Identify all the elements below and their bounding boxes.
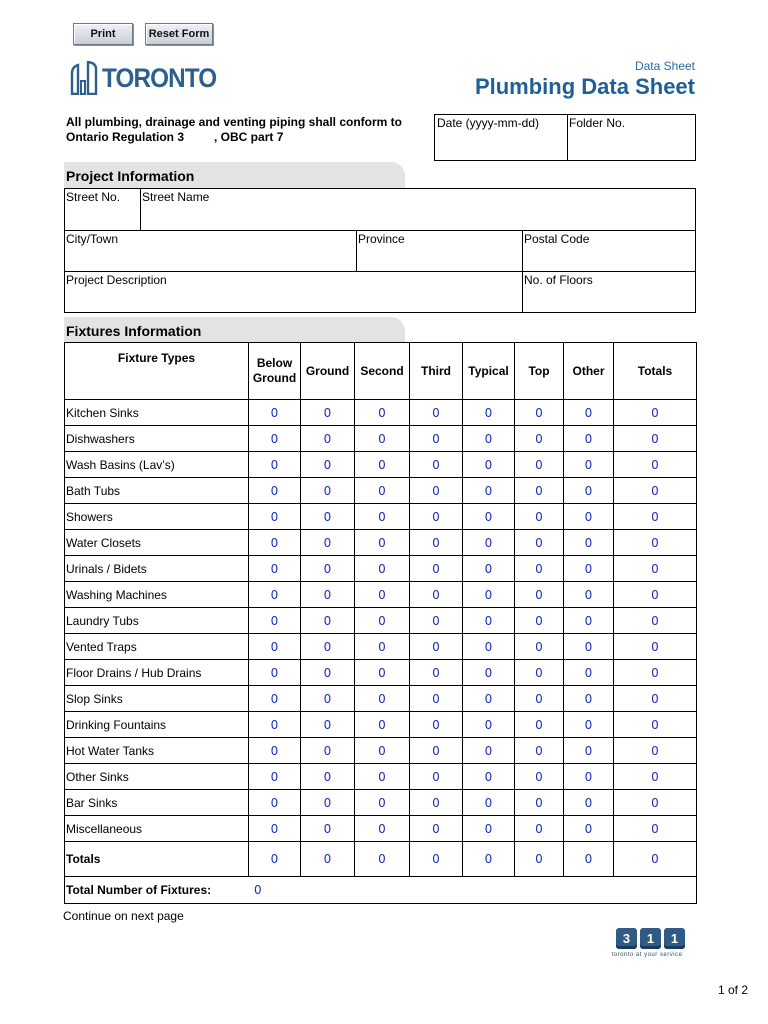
badge-digit: 1 — [640, 928, 661, 949]
fixture-count-field[interactable]: 0 — [355, 452, 410, 478]
fixture-count-field[interactable]: 0 — [515, 764, 564, 790]
fixture-total-cell: 0 — [614, 790, 697, 816]
fixture-count-field[interactable]: 0 — [515, 504, 564, 530]
fixture-count-field[interactable]: 0 — [301, 426, 355, 452]
total-cell: 0 — [463, 842, 515, 877]
fixture-total-cell: 0 — [614, 608, 697, 634]
postal-code-field[interactable] — [524, 232, 589, 246]
fixture-count-field[interactable]: 0 — [249, 608, 301, 634]
total-cell: 0 — [355, 842, 410, 877]
fixture-count-field[interactable]: 0 — [355, 504, 410, 530]
total-cell: 0 — [564, 842, 614, 877]
column-header: Third — [410, 343, 463, 400]
fixture-count-field[interactable]: 0 — [515, 712, 564, 738]
fixture-count-field[interactable]: 0 — [355, 608, 410, 634]
fixture-count-field[interactable]: 0 — [355, 478, 410, 504]
fixture-row — [65, 790, 697, 816]
logo-wordmark: TORONTO — [102, 62, 217, 93]
fixture-count-field[interactable]: 0 — [515, 582, 564, 608]
fixture-row — [65, 582, 697, 608]
fixture-type-label: Slop Sinks — [65, 686, 249, 712]
project-row-description — [64, 271, 696, 313]
grand-total-value: 0 — [254, 883, 262, 897]
column-header: Below Ground — [249, 343, 301, 400]
fixture-count-field[interactable]: 0 — [515, 426, 564, 452]
fixture-count-field[interactable]: 0 — [515, 478, 564, 504]
fixture-total-cell: 0 — [614, 530, 697, 556]
column-header: Top — [515, 343, 564, 400]
fixture-count-field[interactable]: 0 — [355, 712, 410, 738]
continue-note: Continue on next page — [63, 909, 184, 923]
fixture-count-field[interactable]: 0 — [463, 530, 515, 556]
fixture-type-label: Vented Traps — [65, 634, 249, 660]
fixture-count-field[interactable]: 0 — [355, 530, 410, 556]
fixture-count-field[interactable]: 0 — [301, 452, 355, 478]
fixture-count-field[interactable]: 0 — [410, 738, 463, 764]
fixture-total-cell: 0 — [614, 816, 697, 842]
fixture-count-field[interactable]: 0 — [410, 426, 463, 452]
fixture-row — [65, 660, 697, 686]
fixture-count-field[interactable]: 0 — [355, 582, 410, 608]
fixture-count-field[interactable]: 0 — [301, 738, 355, 764]
fixture-row — [65, 556, 697, 582]
fixture-total-cell: 0 — [614, 660, 697, 686]
fixture-count-field[interactable]: 0 — [463, 660, 515, 686]
fixture-count-field[interactable]: 0 — [301, 712, 355, 738]
badge-digit: 3 — [616, 928, 637, 949]
fixture-type-label: Washing Machines — [65, 582, 249, 608]
fixture-row — [65, 712, 697, 738]
fixture-count-field[interactable]: 0 — [564, 816, 614, 842]
toronto-logo — [70, 58, 229, 98]
grand-total-row — [65, 877, 697, 904]
fixture-count-field[interactable]: 0 — [249, 816, 301, 842]
fixture-count-field[interactable]: 0 — [463, 608, 515, 634]
fixture-count-field[interactable]: 0 — [355, 816, 410, 842]
fixture-count-field[interactable]: 0 — [515, 530, 564, 556]
obc-ref: , OBC part 7 — [214, 130, 284, 144]
project-row-city — [64, 230, 696, 272]
fixture-type-label: Kitchen Sinks — [65, 400, 249, 426]
fixture-count-field[interactable]: 0 — [410, 790, 463, 816]
column-header: Ground — [301, 343, 355, 400]
date-field[interactable] — [437, 116, 539, 130]
fixture-count-field[interactable]: 0 — [249, 426, 301, 452]
regulation-line-1: All plumbing, drainage and venting piping shall conform to — [66, 115, 403, 129]
fixture-count-field[interactable]: 0 — [515, 400, 564, 426]
fixture-total-cell: 0 — [614, 556, 697, 582]
fixture-count-field[interactable]: 0 — [515, 790, 564, 816]
fixture-count-field[interactable]: 0 — [410, 660, 463, 686]
fixture-count-field[interactable]: 0 — [564, 634, 614, 660]
fixture-count-field[interactable]: 0 — [355, 764, 410, 790]
fixture-row — [65, 426, 697, 452]
fixture-count-field[interactable]: 0 — [410, 582, 463, 608]
fixture-count-field[interactable]: 0 — [249, 712, 301, 738]
fixture-count-field[interactable]: 0 — [301, 608, 355, 634]
street-name-label: Street Name — [142, 190, 210, 204]
column-header: Typical — [463, 343, 515, 400]
fixture-count-field[interactable]: 0 — [249, 452, 301, 478]
fixture-count-field[interactable]: 0 — [355, 686, 410, 712]
fixture-count-field[interactable]: 0 — [301, 660, 355, 686]
project-row-street — [64, 188, 696, 231]
fixture-count-field[interactable]: 0 — [564, 790, 614, 816]
folder-no-label: Folder No. — [569, 116, 626, 130]
fixture-type-label: Bar Sinks — [65, 790, 249, 816]
fixture-count-field[interactable]: 0 — [249, 478, 301, 504]
fixture-count-field[interactable]: 0 — [301, 816, 355, 842]
fixture-type-label: Hot Water Tanks — [65, 738, 249, 764]
grand-total-label: Total Number of Fixtures: — [66, 883, 212, 897]
fixture-count-field[interactable]: 0 — [410, 816, 463, 842]
street-no-label: Street No. — [66, 190, 121, 204]
fixture-count-field[interactable]: 0 — [463, 634, 515, 660]
fixture-count-field[interactable]: 0 — [410, 712, 463, 738]
reset-form-button[interactable]: Reset Form — [145, 23, 213, 45]
fixture-count-field[interactable]: 0 — [355, 790, 410, 816]
fixture-count-field[interactable]: 0 — [249, 660, 301, 686]
fixture-count-field[interactable]: 0 — [355, 634, 410, 660]
311-logo — [611, 928, 687, 958]
badge-tagline: toronto at your service — [611, 952, 683, 958]
fixture-type-label: Floor Drains / Hub Drains — [65, 660, 249, 686]
fixture-total-cell: 0 — [614, 452, 697, 478]
fixture-count-field[interactable]: 0 — [515, 738, 564, 764]
fixture-count-field[interactable]: 0 — [301, 634, 355, 660]
fixture-count-field[interactable]: 0 — [564, 478, 614, 504]
fixture-type-label: Drinking Fountains — [65, 712, 249, 738]
fixture-total-cell: 0 — [614, 634, 697, 660]
column-header: Other — [564, 343, 614, 400]
column-header: Fixture Types — [65, 343, 249, 400]
fixture-count-field[interactable]: 0 — [249, 582, 301, 608]
fixtures-table — [64, 342, 697, 904]
fixture-count-field[interactable]: 0 — [463, 712, 515, 738]
fixture-row — [65, 530, 697, 556]
fixture-count-field[interactable]: 0 — [564, 686, 614, 712]
total-cell: 0 — [301, 842, 355, 877]
fixture-total-cell: 0 — [614, 400, 697, 426]
fixture-count-field[interactable]: 0 — [463, 400, 515, 426]
fixture-count-field[interactable]: 0 — [564, 738, 614, 764]
fixture-count-field[interactable]: 0 — [564, 712, 614, 738]
fixture-count-field[interactable]: 0 — [301, 790, 355, 816]
regulation-line-2 — [66, 130, 426, 145]
column-header: Totals — [614, 343, 697, 400]
fixture-row — [65, 452, 697, 478]
badge-digit: 1 — [664, 928, 685, 949]
fixture-row — [65, 634, 697, 660]
fixture-count-field[interactable]: 0 — [463, 556, 515, 582]
fixture-row — [65, 686, 697, 712]
fixture-count-field[interactable]: 0 — [564, 504, 614, 530]
folder-no-field[interactable] — [569, 116, 625, 130]
regulation-ref: Ontario Regulation 3 — [66, 130, 185, 144]
fixture-total-cell: 0 — [614, 738, 697, 764]
regulation-note — [66, 115, 426, 145]
floors-field[interactable] — [524, 273, 593, 287]
fixture-count-field[interactable]: 0 — [355, 660, 410, 686]
fixture-count-field[interactable]: 0 — [410, 556, 463, 582]
fixture-count-field[interactable]: 0 — [564, 764, 614, 790]
province-label: Province — [358, 232, 405, 246]
fixture-count-field[interactable]: 0 — [463, 452, 515, 478]
fixture-count-field[interactable]: 0 — [410, 686, 463, 712]
fixture-row — [65, 400, 697, 426]
fixture-count-field[interactable]: 0 — [564, 582, 614, 608]
fixture-count-field[interactable]: 0 — [410, 452, 463, 478]
fixture-count-field[interactable]: 0 — [301, 686, 355, 712]
fixture-count-field[interactable]: 0 — [301, 530, 355, 556]
fixture-type-label: Other Sinks — [65, 764, 249, 790]
fixture-row — [65, 816, 697, 842]
page-number: 1 of 2 — [717, 983, 748, 997]
floors-label: No. of Floors — [524, 273, 593, 287]
fixture-type-label: Urinals / Bidets — [65, 556, 249, 582]
city-field[interactable] — [66, 232, 118, 246]
fixture-total-cell: 0 — [614, 582, 697, 608]
fixture-count-field[interactable]: 0 — [463, 504, 515, 530]
fixture-count-field[interactable]: 0 — [301, 400, 355, 426]
city-hall-icon — [70, 61, 98, 95]
fixture-count-field[interactable]: 0 — [564, 426, 614, 452]
date-label: Date (yyyy-mm-dd) — [437, 116, 540, 130]
fixture-total-cell: 0 — [614, 686, 697, 712]
fixture-count-field[interactable]: 0 — [249, 738, 301, 764]
fixture-row — [65, 764, 697, 790]
fixture-count-field[interactable]: 0 — [249, 556, 301, 582]
fixture-count-field[interactable]: 0 — [410, 764, 463, 790]
total-cell: 0 — [515, 842, 564, 877]
fixture-count-field[interactable]: 0 — [355, 426, 410, 452]
totals-row — [65, 842, 697, 877]
fixture-total-cell: 0 — [614, 478, 697, 504]
total-cell: 0 — [410, 842, 463, 877]
fixture-count-field[interactable]: 0 — [249, 634, 301, 660]
fixture-count-field[interactable]: 0 — [410, 478, 463, 504]
fixture-row — [65, 738, 697, 764]
fixture-count-field[interactable]: 0 — [355, 556, 410, 582]
fixture-type-label: Showers — [65, 504, 249, 530]
fixture-count-field[interactable]: 0 — [410, 608, 463, 634]
date-folder-box — [434, 114, 696, 161]
fixture-type-label: Laundry Tubs — [65, 608, 249, 634]
fixture-count-field[interactable]: 0 — [463, 582, 515, 608]
fixture-count-field[interactable]: 0 — [463, 426, 515, 452]
fixture-count-field[interactable]: 0 — [355, 400, 410, 426]
fixture-count-field[interactable]: 0 — [410, 504, 463, 530]
fixtures-info-heading: Fixtures Information — [64, 317, 405, 343]
fixture-count-field[interactable]: 0 — [410, 400, 463, 426]
fixture-count-field[interactable]: 0 — [249, 764, 301, 790]
fixture-type-label: Bath Tubs — [65, 478, 249, 504]
fixture-count-field[interactable]: 0 — [249, 530, 301, 556]
fixture-type-label: Dishwashers — [65, 426, 249, 452]
fixture-row — [65, 504, 697, 530]
fixture-count-field[interactable]: 0 — [463, 478, 515, 504]
fixture-count-field[interactable]: 0 — [515, 660, 564, 686]
fixture-count-field[interactable]: 0 — [301, 582, 355, 608]
fixture-row — [65, 478, 697, 504]
fixture-count-field[interactable]: 0 — [515, 634, 564, 660]
fixture-count-field[interactable]: 0 — [410, 530, 463, 556]
fixture-type-label: Wash Basins (Lav’s) — [65, 452, 249, 478]
fixture-count-field[interactable]: 0 — [463, 790, 515, 816]
street-name-field[interactable] — [142, 190, 209, 204]
fixture-count-field[interactable]: 0 — [301, 764, 355, 790]
fixture-type-label: Water Closets — [65, 530, 249, 556]
fixture-count-field[interactable]: 0 — [249, 686, 301, 712]
fixture-count-field[interactable]: 0 — [515, 816, 564, 842]
fixture-total-cell: 0 — [614, 712, 697, 738]
fixture-count-field[interactable]: 0 — [564, 660, 614, 686]
print-button[interactable]: Print — [73, 23, 133, 45]
fixture-count-field[interactable]: 0 — [463, 686, 515, 712]
street-no-field[interactable] — [66, 190, 120, 204]
fixture-count-field[interactable]: 0 — [515, 608, 564, 634]
fixture-count-field[interactable]: 0 — [249, 504, 301, 530]
fixture-total-cell: 0 — [614, 764, 697, 790]
fixture-type-label: Miscellaneous — [65, 816, 249, 842]
city-label: City/Town — [66, 232, 119, 246]
page-title: Plumbing Data Sheet — [474, 74, 695, 99]
totals-label: Totals — [65, 842, 249, 877]
fixture-count-field[interactable]: 0 — [463, 738, 515, 764]
project-description-label: Project Description — [66, 273, 167, 287]
fixture-count-field[interactable]: 0 — [564, 452, 614, 478]
fixture-count-field[interactable]: 0 — [301, 504, 355, 530]
total-cell: 0 — [249, 842, 301, 877]
fixture-count-field[interactable]: 0 — [515, 686, 564, 712]
fixture-row — [65, 608, 697, 634]
fixture-count-field[interactable]: 0 — [564, 530, 614, 556]
sheet-label: Data Sheet — [634, 59, 695, 73]
grand-total-cell — [65, 877, 697, 904]
postal-code-label: Postal Code — [524, 232, 590, 246]
fixture-count-field[interactable]: 0 — [463, 764, 515, 790]
fixture-count-field[interactable]: 0 — [410, 634, 463, 660]
fixture-count-field[interactable]: 0 — [564, 400, 614, 426]
fixture-count-field[interactable]: 0 — [301, 478, 355, 504]
fixture-count-field[interactable]: 0 — [355, 738, 410, 764]
fixture-count-field[interactable]: 0 — [515, 452, 564, 478]
fixture-count-field[interactable]: 0 — [463, 816, 515, 842]
project-description-field[interactable] — [66, 273, 167, 287]
project-info-heading: Project Information — [64, 162, 405, 188]
fixture-count-field[interactable]: 0 — [564, 556, 614, 582]
province-field[interactable] — [358, 232, 405, 246]
fixture-count-field[interactable]: 0 — [249, 400, 301, 426]
fixture-count-field[interactable]: 0 — [564, 608, 614, 634]
column-header: Second — [355, 343, 410, 400]
fixture-total-cell: 0 — [614, 504, 697, 530]
fixture-count-field[interactable]: 0 — [301, 556, 355, 582]
fixture-count-field[interactable]: 0 — [515, 556, 564, 582]
total-cell: 0 — [614, 842, 697, 877]
fixture-total-cell: 0 — [614, 426, 697, 452]
fixture-count-field[interactable]: 0 — [249, 790, 301, 816]
fixtures-header-row — [65, 343, 697, 400]
